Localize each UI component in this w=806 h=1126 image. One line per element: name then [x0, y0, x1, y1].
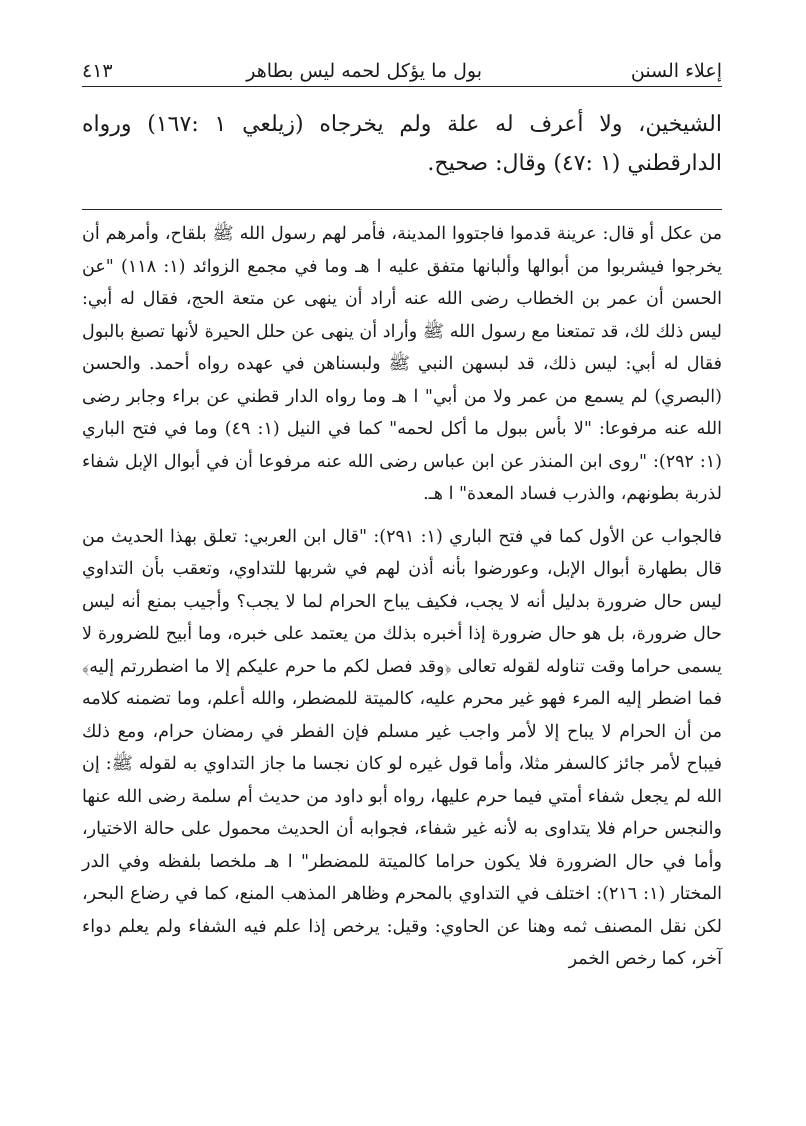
- main-paragraph: الشيخين، ولا أعرف له علة ولم يخرجاه (زيلعي ١ :١٦٧) ورواه الدارقطني (١ :٤٧) وقال: صحيح.: [82, 112, 722, 176]
- main-text: [82, 105, 722, 183]
- book-title: إعلاء السنن: [630, 60, 722, 82]
- footnote-paragraph: فالجواب عن الأول كما في فتح الباري (١: ٢٩١): "قال ابن العربي: تعلق بهذا الحديث من قال بطهارة أبوال الإبل، وعورضوا بأنه أذن لهم في شربها للتداوي، وتعقب بأن التداوي ليس حال ضرورة بدليل أنه لا يجب، فكيف يباح الحرام لما لا يجب؟ وأجيب بمنع أنه ليس حال ضرورة، بل هو حال ضرورة إذا أخبره بذلك من يعتمد على خبره، وما أبيح للضرورة لا يسمى حراما وقت تناوله لقوله تعالى ﴿وقد فصل لكم ما حرم عليكم إلا ما اضطررتم إليه﴾ فما اضطر إليه المرء فهو غير محرم عليه، كالميتة للمضطر، والله أعلم، وما تضمنه كلامه من أن الحرام لا يباح إلا لأمر واجب غير مسلم فإن الفطر في رمضان حرام، ومع ذلك فيباح لأمر جائز كالسفر مثلا، وأما قول غيره لو كان نجسا ما جاز التداوي به لقوله ﷺ: إن الله لم يجعل شفاء أمتي فيما حرم عليها، رواه أبو داود من حديث أم سلمة رضى الله عنها والنجس حرام فلا يتداوى به لأنه غير شفاء، فجوابه أن الحديث محمول على حالة الاختيار، وأما في حال الضرورة فلا يكون حراما كالميتة للمضطر" ا هـ ملخصا بلفظه وفي الدر المختار (١: ٢١٦): اختلف في التداوي بالمحرم وظاهر المذهب المنع، كما في رضاع البحر، لكن نقل المصنف ثمه وهنا عن الحاوي: وقيل: يرخص إذا علم فيه الشفاء ولم يعلم دواء آخر، كما رخص الخمر: [82, 526, 723, 969]
- page: [82, 52, 722, 976]
- chapter-title: بول ما يؤكل لحمه ليس بطاهر: [246, 60, 482, 82]
- running-header: [82, 52, 722, 87]
- page-number: ٤١٣: [82, 60, 113, 82]
- footnote-divider: [82, 209, 722, 210]
- footnote-paragraph: من عكل أو قال: عرينة قدموا فاجتووا المدينة، فأمر لهم رسول الله ﷺ بلقاح، وأمرهم أن يخرجوا فيشربوا من أبوالها وألبانها متفق عليه ا هـ وما في مجمع الزوائد (١: ١١٨) "عن الحسن أن عمر بن الخطاب رضى الله عنه أراد أن ينهى عن متعة الحج، فقال له أبي: ليس ذلك لك، قد تمتعنا مع رسول الله ﷺ وأراد أن ينهى عن حلل الحيرة لأنها تصبغ بالبول فقال له أبي: ليس ذلك، قد لبسهن النبي ﷺ ولبسناهن في عهده رواه أحمد. والحسن (البصري) لم يسمع من عمر ولا من أبي" ا هـ وما رواه الدار قطني عن براء وجابر رضى الله عنه مرفوعا: "لا بأس ببول ما أكل لحمه" كما في النيل (١: ٤٩) وما في فتح الباري (١: ٢٩٢): "روى ابن المنذر عن ابن عباس رضى الله عنه مرفوعا أن في أبوال الإبل شفاء لذربة بطونهم، والذرب فساد المعدة" ا هـ.: [82, 224, 723, 504]
- footnotes: [82, 218, 722, 976]
